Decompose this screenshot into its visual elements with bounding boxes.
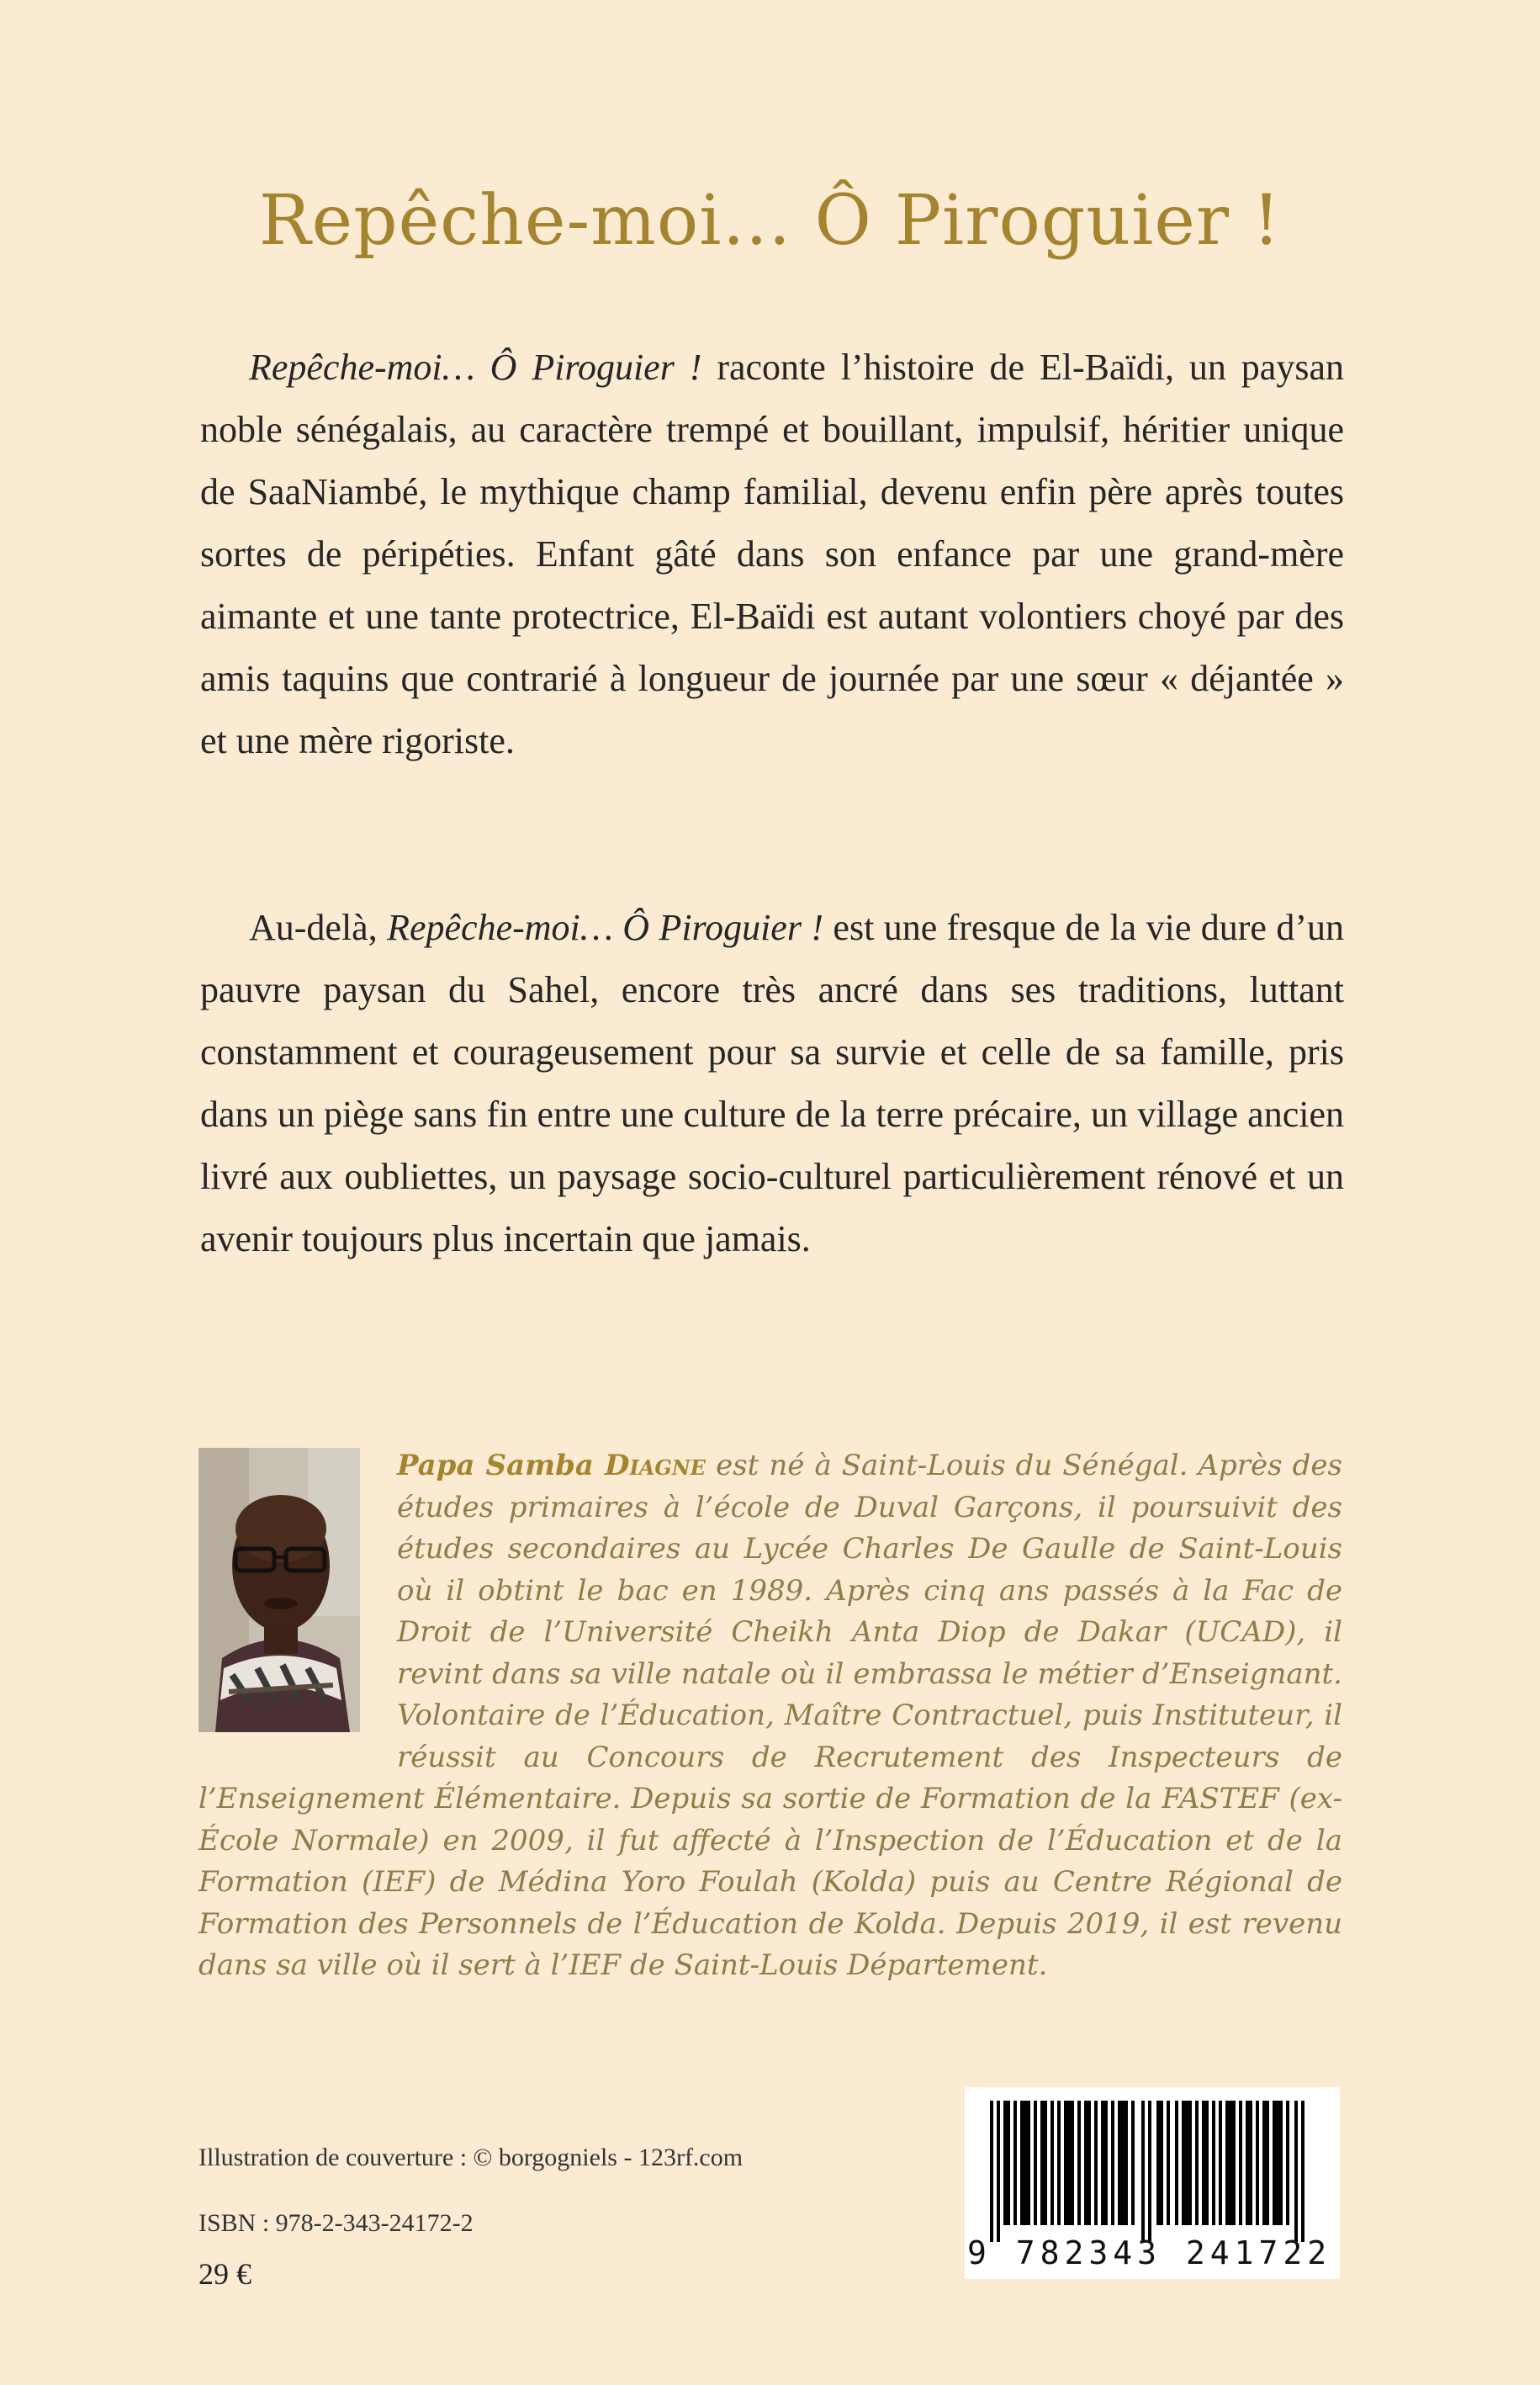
isbn: ISBN : 978-2-343-24172-2 <box>198 2209 474 2237</box>
barcode-number: 9 782343 241722 <box>967 2234 1332 2271</box>
author-first-name: Papa Samba <box>397 1449 605 1482</box>
biography-text: est né à Saint-Louis du Sénégal. Après des études primaires à l’école de Duval Garçons, il poursuivit des études secondaires au Lycée Charles De Gaulle de Saint-Louis où il obtint le bac en 1989. Après cinq ans passés à la Fac de Droit de l’Université Cheikh Anta Diop de Dakar (UCAD), il revint dans sa ville natale où il embrassa le métier d’Enseignant. Volontaire de l’Éducation, Maître Contractuel, puis Instituteur, il réussit au Concours de Recrutement des Inspecteurs de l’Enseignement Élémentaire. Depuis sa sortie de Formation de la FASTEF (ex-École Normale) en 2009, il fut affecté à l’Inspection de l’Éducation et de la Formation (IEF) de Médina Yoro Foulah (Kolda) puis au Centre Régional de Formation des Personnels de l’Éducation de Kolda. Depuis 2019, il est revenu dans sa ville où il sert à l’IEF de Saint-Louis Département. <box>198 1449 1342 1982</box>
cover-credit: Illustration de couverture : © borgogniels - 123rf.com <box>198 2144 744 2171</box>
author-biography <box>198 1445 1342 1987</box>
book-title-italic: Repêche-moi… Ô Piroguier ! <box>249 347 702 388</box>
price: 29 € <box>198 2257 251 2291</box>
synopsis-text-1: raconte l’histoire de El-Baïdi, un paysan noble sénégalais, au caractère trempé et bouillant, impulsif, héritier unique de SaaNiambé, le mythique champ familial, devenu enfin père après toutes sortes de péripéties. Enfant gâté dans son enfance par une grand-mère aimante et une tante protectrice, El-Baïdi est autant volontiers choyé par des amis taquins que contrarié à longueur de journée par une sœur « déjantée » et une mère rigoriste. <box>200 347 1344 761</box>
author-last-name: Diagne <box>605 1449 706 1482</box>
synopsis-paragraph-1 <box>200 337 1344 772</box>
author-name <box>397 1449 706 1482</box>
synopsis-lead-2: Au-delà, <box>249 907 388 948</box>
book-title: Repêche-moi… Ô Piroguier ! <box>258 180 1282 261</box>
synopsis-paragraph-2 <box>200 897 1344 1270</box>
synopsis-text-2: est une fresque de la vie dure d’un pauvre paysan du Sahel, encore très ancré dans ses traditions, luttant constamment et courageusement pour sa survie et celle de sa famille, pris dans un piège sans fin entre une culture de la terre précaire, un village ancien livré aux oubliettes, un paysage socio-culturel particulièrement rénové et un avenir toujours plus incertain que jamais. <box>200 907 1345 1259</box>
book-title-italic: Repêche-moi… Ô Piroguier ! <box>387 907 824 948</box>
